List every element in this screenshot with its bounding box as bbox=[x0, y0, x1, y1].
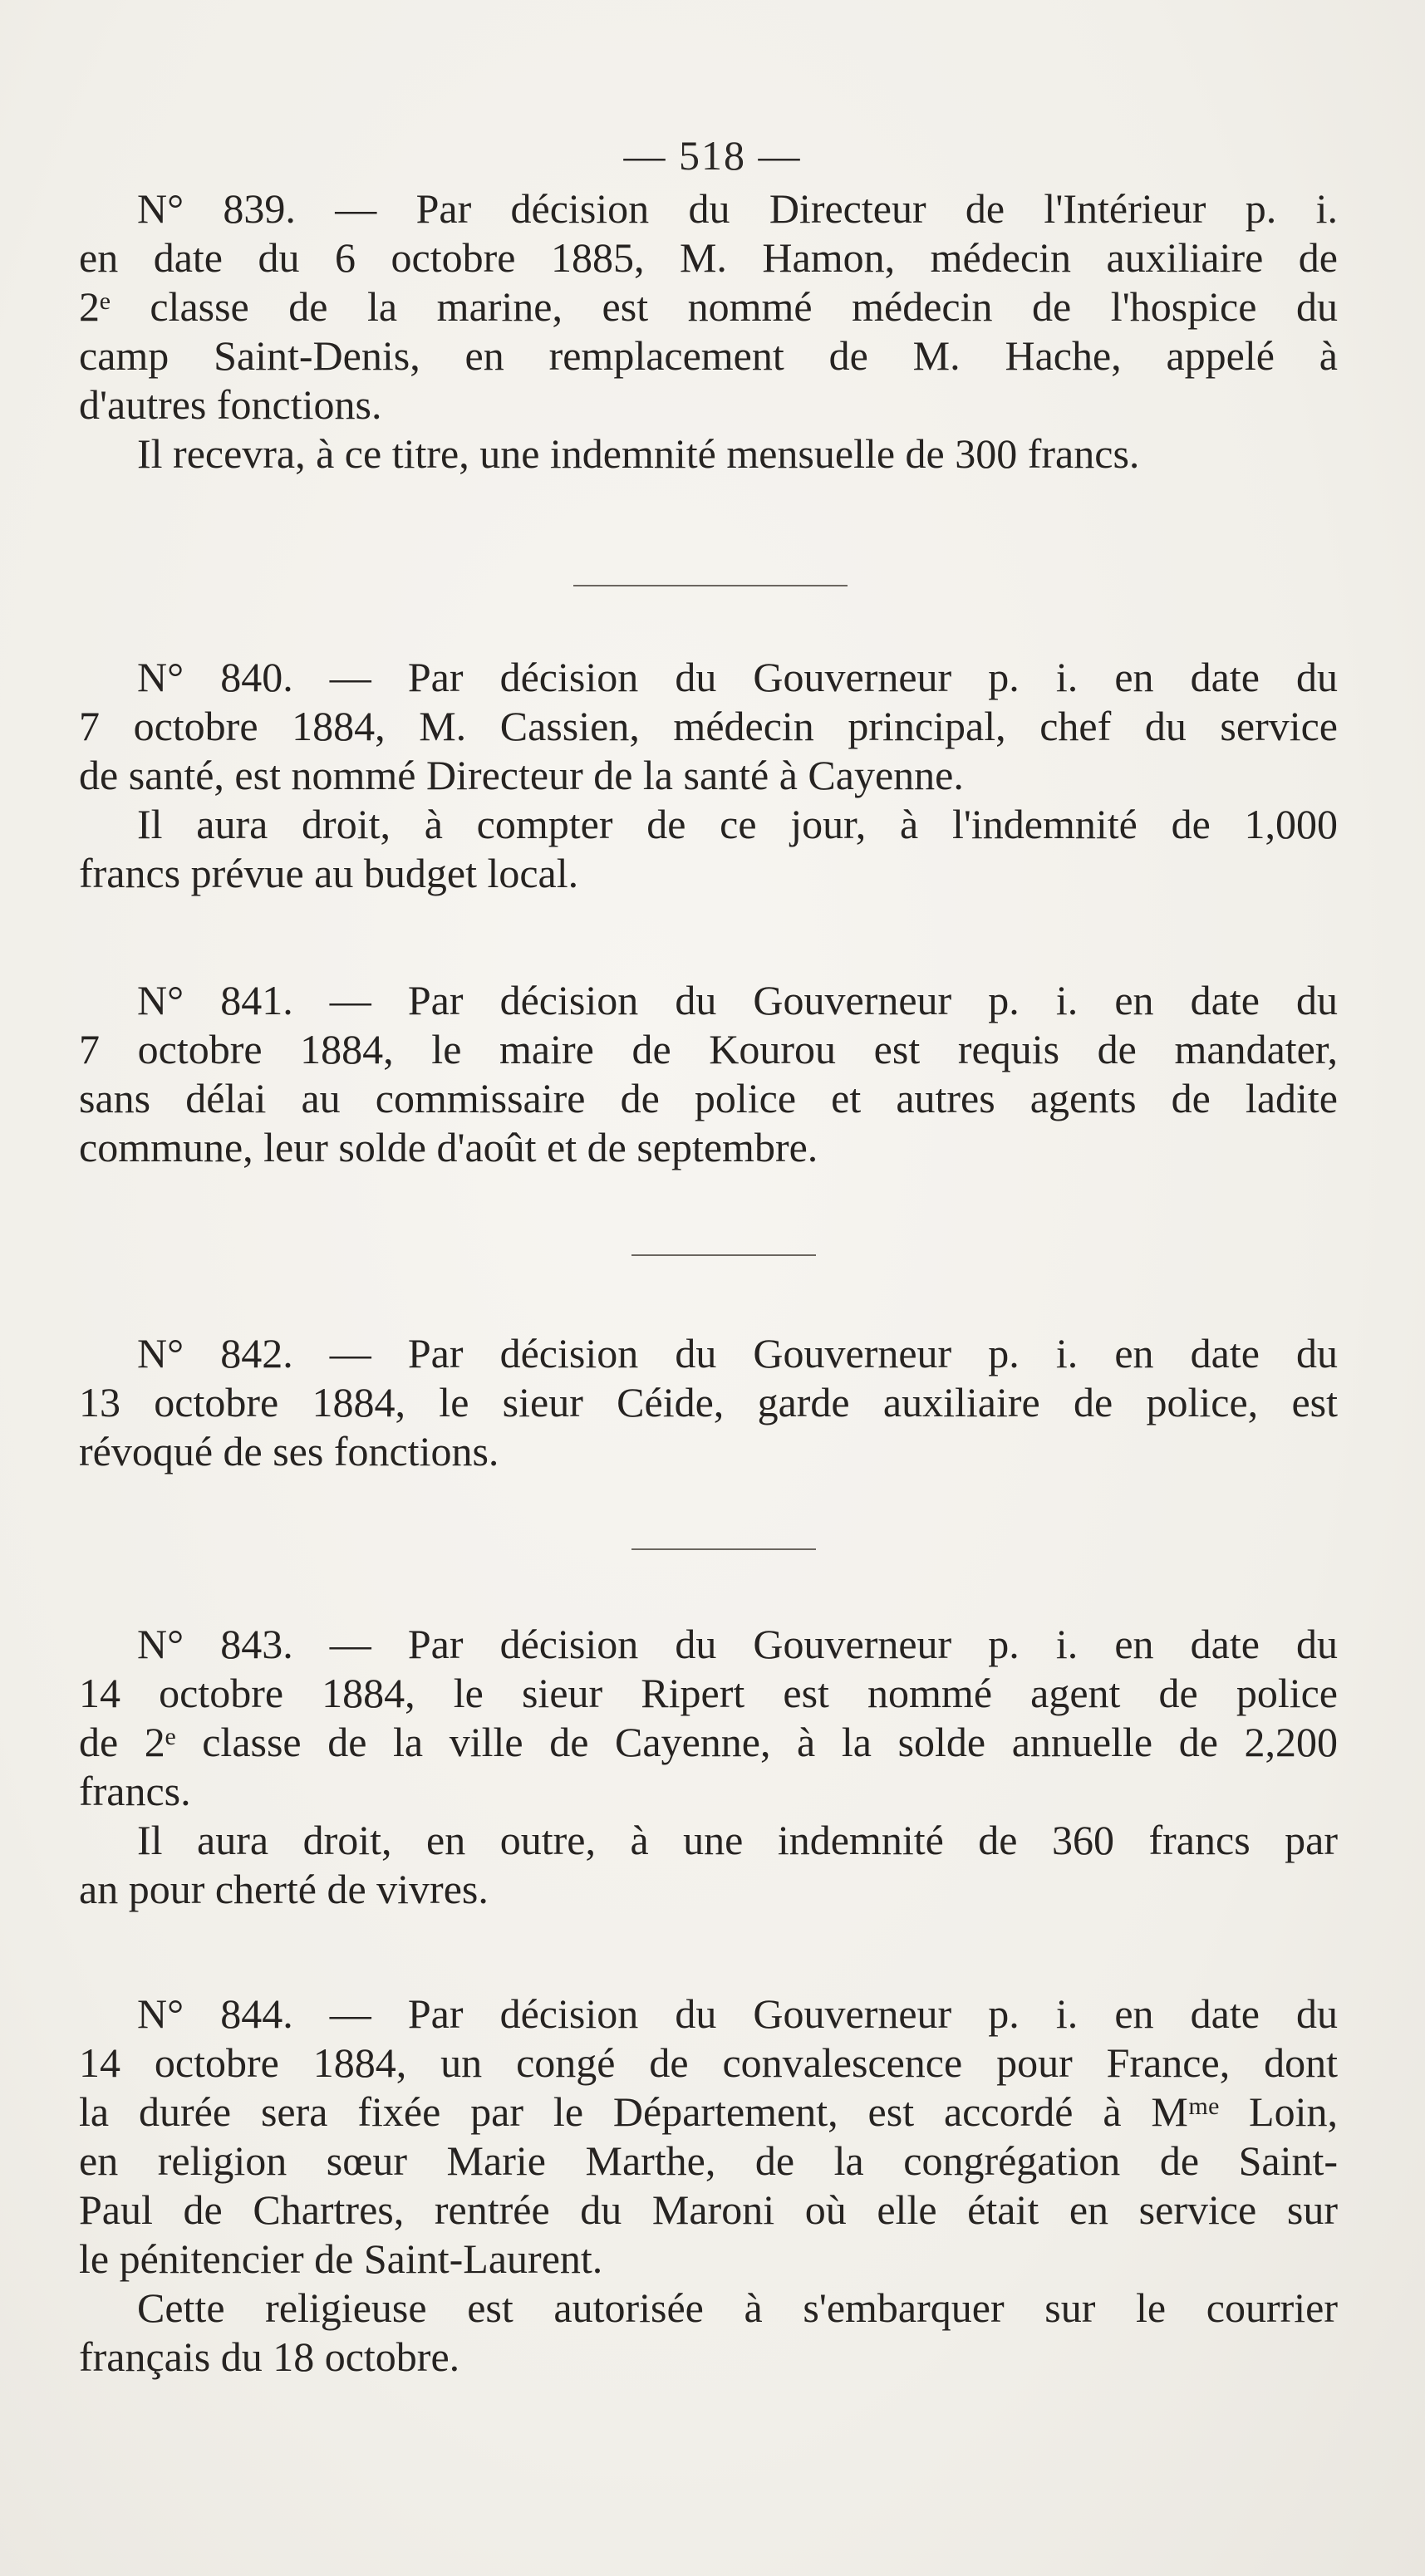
text-line: la durée sera fixée par le Département, est accordé à Mᵐᵉ Loin, bbox=[79, 2088, 1338, 2135]
entry-841 bbox=[79, 976, 1338, 1172]
text-line: commune, leur solde d'août et de septembre. bbox=[79, 1124, 818, 1170]
text-line: camp Saint-Denis, en remplacement de M. Hache, appelé à bbox=[79, 332, 1338, 379]
text-line: de santé, est nommé Directeur de la santé à Cayenne. bbox=[79, 752, 964, 798]
entry-842 bbox=[79, 1329, 1338, 1476]
text-line: N° 841. — Par décision du Gouverneur p. i. en date du bbox=[137, 977, 1338, 1023]
text-line: N° 839. — Par décision du Directeur de l'Intérieur p. i. bbox=[137, 185, 1338, 232]
text-line: Cette religieuse est autorisée à s'embarquer sur le courrier bbox=[137, 2284, 1338, 2331]
text-line: N° 840. — Par décision du Gouverneur p. i. en date du bbox=[137, 654, 1338, 700]
text-line: en date du 6 octobre 1885, M. Hamon, médecin auxiliaire de bbox=[79, 234, 1338, 281]
text-line: N° 842. — Par décision du Gouverneur p. i. en date du bbox=[137, 1330, 1338, 1376]
entry-844 bbox=[79, 1990, 1338, 2382]
text-line: francs prévue au budget local. bbox=[79, 850, 579, 896]
text-line: an pour cherté de vivres. bbox=[79, 1866, 489, 1912]
text-line: Il aura droit, à compter de ce jour, à l'indemnité de 1,000 bbox=[137, 801, 1338, 847]
text-line: Il recevra, à ce titre, une indemnité mensuelle de 300 francs. bbox=[137, 430, 1140, 477]
separator bbox=[631, 1548, 816, 1550]
text-line: N° 843. — Par décision du Gouverneur p. i. en date du bbox=[137, 1621, 1338, 1667]
text-line: le pénitencier de Saint-Laurent. bbox=[79, 2235, 603, 2282]
text-line: de 2ᵉ classe de la ville de Cayenne, à la solde annuelle de 2,200 bbox=[79, 1719, 1338, 1765]
text-line: 14 octobre 1884, le sieur Ripert est nommé agent de police bbox=[79, 1670, 1338, 1716]
text-line: français du 18 octobre. bbox=[79, 2333, 460, 2380]
text-line: francs. bbox=[79, 1768, 191, 1814]
entry-840 bbox=[79, 653, 1338, 898]
page-number: — 518 — bbox=[623, 132, 802, 179]
text-line: Il aura droit, en outre, à une indemnité de 360 francs par bbox=[137, 1817, 1338, 1863]
text-line: 7 octobre 1884, le maire de Kourou est requis de mandater, bbox=[79, 1026, 1338, 1072]
text-line: sans délai au commissaire de police et autres agents de ladite bbox=[79, 1075, 1338, 1121]
entry-839 bbox=[79, 184, 1338, 478]
entry-843 bbox=[79, 1620, 1338, 1914]
text-line: en religion sœur Marie Marthe, de la congrégation de Saint- bbox=[79, 2137, 1338, 2184]
separator bbox=[631, 1254, 816, 1256]
text-line: 13 octobre 1884, le sieur Céide, garde auxiliaire de police, est bbox=[79, 1379, 1338, 1425]
text-line: révoqué de ses fonctions. bbox=[79, 1428, 499, 1474]
text-line: Paul de Chartres, rentrée du Maroni où elle était en service sur bbox=[79, 2186, 1338, 2233]
text-line: d'autres fonctions. bbox=[79, 381, 382, 428]
text-line: 14 octobre 1884, un congé de convalescence pour France, dont bbox=[79, 2039, 1338, 2086]
text-line: N° 844. — Par décision du Gouverneur p. i. en date du bbox=[137, 1990, 1338, 2037]
separator bbox=[573, 585, 848, 586]
text-line: 2ᵉ classe de la marine, est nommé médecin de l'hospice du bbox=[79, 283, 1338, 330]
text-line: 7 octobre 1884, M. Cassien, médecin principal, chef du service bbox=[79, 703, 1338, 749]
